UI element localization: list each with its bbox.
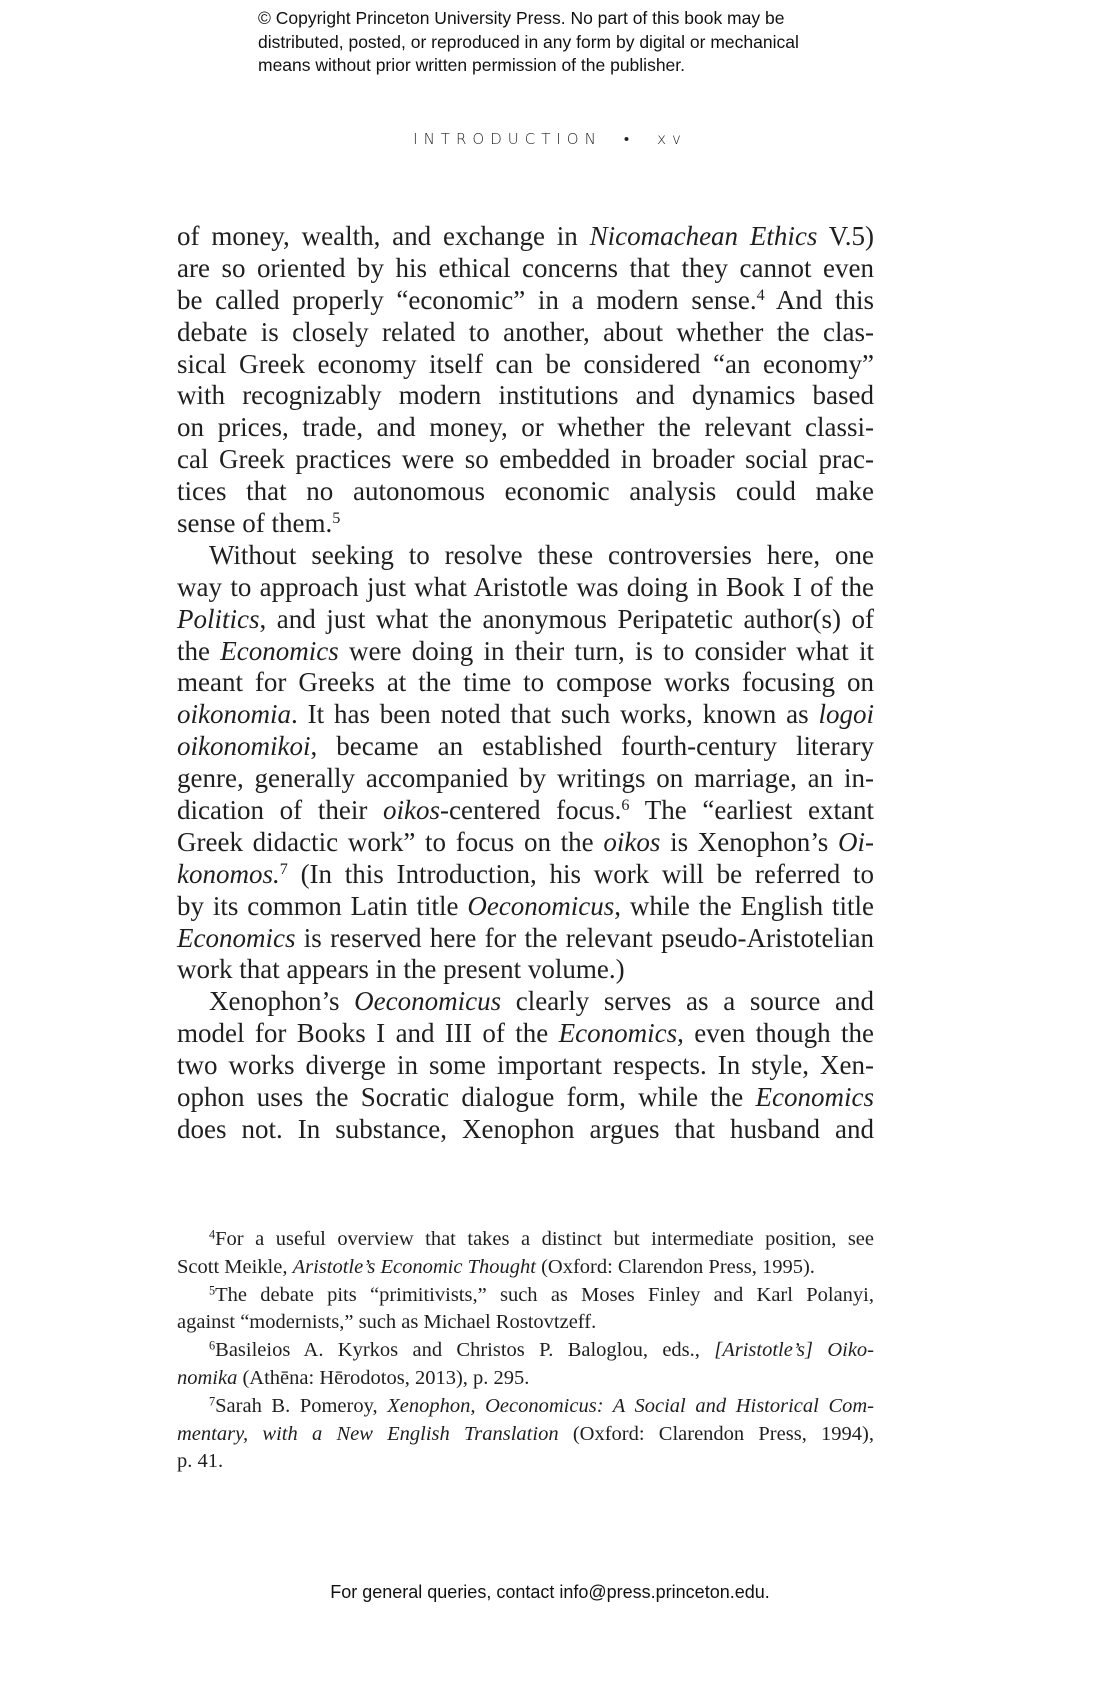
footnote-marker: 5	[209, 1282, 216, 1297]
body-line	[177, 285, 874, 317]
text-run: Sarah B. Pomeroy,	[215, 1394, 388, 1417]
italic-text: nomika	[177, 1366, 238, 1389]
text-run: debate is closely related to another, about whether the clas-	[177, 316, 874, 347]
text-run: are so oriented by his ethical concerns that they cannot even	[177, 252, 874, 283]
footnote-marker: 7	[209, 1394, 216, 1409]
footnote-line	[177, 1309, 874, 1337]
text-run: V.5)	[817, 221, 874, 251]
body-line	[177, 604, 874, 636]
body-line	[177, 380, 874, 412]
text-run: dication of their	[177, 795, 384, 826]
italic-text: Oi-	[838, 826, 875, 857]
body-line	[177, 859, 874, 891]
text-run: sical Greek economy itself can be considered “an economy”	[177, 348, 874, 379]
text-run: work that appears in the present volume.)	[177, 954, 625, 985]
text-run: meant for Greeks at the time to compose works focusing on	[177, 667, 874, 698]
text-run: of money, wealth, and exchange in	[177, 221, 590, 251]
text-run: model for Books I and III of the	[177, 1018, 559, 1049]
text-run: sense of them.	[177, 508, 333, 539]
italic-text: Oeconomicus	[467, 890, 615, 921]
copyright-line: means without prior written permission of the publisher.	[258, 55, 686, 75]
text-run: , while the English title	[614, 890, 874, 921]
text-run: genre, generally accompanied by writings on marriage, an in-	[177, 763, 874, 794]
text-run: The debate pits “primitivists,” such as Moses Finley and Karl Polanyi,	[215, 1283, 874, 1306]
body-line	[177, 412, 874, 444]
running-head	[0, 130, 1100, 148]
body-line	[177, 508, 874, 540]
text-run: , even though the	[677, 1018, 874, 1049]
text-run: were doing in their turn, is to consider what it	[338, 635, 874, 666]
copyright-line: distributed, posted, or reproduced in any form by digital or mechanical	[258, 31, 799, 52]
footnote-marker: 7	[279, 859, 288, 878]
italic-text: Economics	[755, 1082, 874, 1113]
text-run: ophon uses the Socratic dialogue form, while the	[177, 1082, 756, 1113]
footnote-line	[177, 1226, 874, 1254]
page-number: xv	[657, 130, 687, 148]
text-run: two works diverge in some important respects. In style, Xen-	[177, 1050, 874, 1081]
italic-text: oikos	[383, 795, 441, 826]
italic-text: logoi	[818, 699, 874, 730]
text-run: (In this Introduction, his work will be referred to	[287, 858, 874, 889]
footnote-marker: 4	[756, 285, 765, 304]
footnote-line	[177, 1282, 874, 1310]
text-run: (Athēna: Hērodotos, 2013), p. 295.	[237, 1366, 530, 1389]
copyright-notice	[258, 7, 799, 78]
running-head-separator: •	[623, 130, 636, 148]
body-line	[177, 891, 874, 923]
footer-contact: For general queries, contact info@press.princeton.edu.	[330, 1582, 770, 1602]
body-line	[177, 317, 874, 349]
text-run: is reserved here for the relevant pseudo-Aristotelian	[295, 922, 874, 953]
text-run: does not. In substance, Xenophon argues that husband and	[177, 1113, 874, 1144]
text-run: Greek didactic work” to focus on the	[177, 826, 604, 857]
text-run: be called properly “economic” in a modern sense.	[177, 284, 757, 315]
body-line	[177, 954, 874, 986]
text-run: clearly serves as a source and	[501, 986, 874, 1017]
italic-text: Economics	[220, 635, 339, 666]
body-line	[177, 1050, 874, 1082]
text-run: And this	[764, 284, 874, 315]
italic-text: oikonomikoi	[177, 731, 311, 762]
text-run: way to approach just what Aristotle was doing in Book I of the	[177, 571, 874, 602]
text-run: For a useful overview that takes a distinct but intermediate position, see	[215, 1228, 874, 1250]
text-run: Scott Meikle,	[177, 1255, 293, 1278]
text-run: p. 41.	[177, 1450, 224, 1473]
body-line	[177, 221, 874, 253]
italic-text: Politics	[177, 603, 260, 634]
text-run: the	[177, 635, 221, 666]
body-line	[177, 253, 874, 285]
body-line	[177, 476, 874, 508]
copyright-line: © Copyright Princeton University Press. No part of this book may be	[258, 8, 785, 28]
footnote-line	[177, 1448, 874, 1476]
text-run: Xenophon’s	[209, 986, 355, 1017]
footnote-line	[177, 1393, 874, 1421]
footnote-marker: 5	[332, 509, 341, 528]
text-run: cal Greek practices were so embedded in broader social prac-	[177, 444, 874, 475]
body-line	[177, 923, 874, 955]
text-run: . It has been noted that such works, known as	[291, 699, 819, 730]
italic-text: Aristotle’s Economic Thought	[292, 1255, 536, 1278]
italic-text: Oeconomicus	[354, 986, 502, 1017]
body-line	[177, 1018, 874, 1050]
body-line	[177, 444, 874, 476]
body-line	[177, 699, 874, 731]
body-line	[177, 827, 874, 859]
footnote-line	[177, 1421, 874, 1449]
footnote-marker: 6	[209, 1338, 216, 1353]
text-run: The “earliest extant	[629, 795, 874, 826]
italic-text: mentary, with a New English Translation	[177, 1422, 559, 1445]
text-run: (Oxford: Clarendon Press, 1995).	[535, 1255, 815, 1278]
body-line	[177, 763, 874, 795]
italic-text: [Aristotle’s] Oiko-	[714, 1339, 874, 1362]
text-run: on prices, trade, and money, or whether the relevant classi-	[177, 412, 874, 443]
body-line	[177, 349, 874, 381]
body-line	[177, 795, 874, 827]
italic-text: oikos	[603, 826, 661, 857]
italic-text: Economics	[177, 922, 296, 953]
footnotes	[177, 1226, 874, 1476]
body-line	[177, 986, 874, 1018]
body-text	[177, 221, 874, 1146]
italic-text: konomos.	[177, 858, 280, 889]
footnote-marker: 6	[621, 796, 630, 815]
text-run: with recognizably modern institutions and dynamics based	[177, 380, 874, 411]
body-line	[177, 1114, 874, 1146]
footnote-marker: 4	[209, 1227, 216, 1242]
footnote-line	[177, 1365, 874, 1393]
text-run: -centered focus.	[440, 795, 622, 826]
italic-text: Nicomachean Ethics	[589, 221, 818, 251]
body-line	[177, 636, 874, 668]
body-line	[177, 572, 874, 604]
italic-text: Xenophon, Oeconomicus: A Social and Historical Com-	[387, 1394, 874, 1417]
footnote-line	[177, 1337, 874, 1365]
text-run: , became an established fourth-century literary	[310, 731, 874, 762]
text-run: Basileios A. Kyrkos and Christos P. Baloglou, eds.,	[215, 1339, 715, 1362]
body-line	[177, 731, 874, 763]
italic-text: oikonomia	[177, 699, 291, 730]
text-run: tices that no autonomous economic analysis could make	[177, 476, 874, 507]
text-run: by its common Latin title	[177, 890, 468, 921]
italic-text: Economics	[558, 1018, 678, 1049]
body-line	[177, 540, 874, 572]
running-head-section: INTRODUCTION	[413, 130, 602, 148]
body-line	[177, 667, 874, 699]
text-run: (Oxford: Clarendon Press, 1994),	[558, 1422, 875, 1445]
text-run: against “modernists,” such as Michael Rostovtzeff.	[177, 1311, 597, 1334]
text-run: , and just what the anonymous Peripatetic author(s) of	[259, 603, 874, 634]
text-run: Without seeking to resolve these controversies here, one	[209, 539, 874, 570]
text-run: is Xenophon’s	[660, 826, 839, 857]
footnote-line	[177, 1254, 874, 1282]
body-line	[177, 1082, 874, 1114]
